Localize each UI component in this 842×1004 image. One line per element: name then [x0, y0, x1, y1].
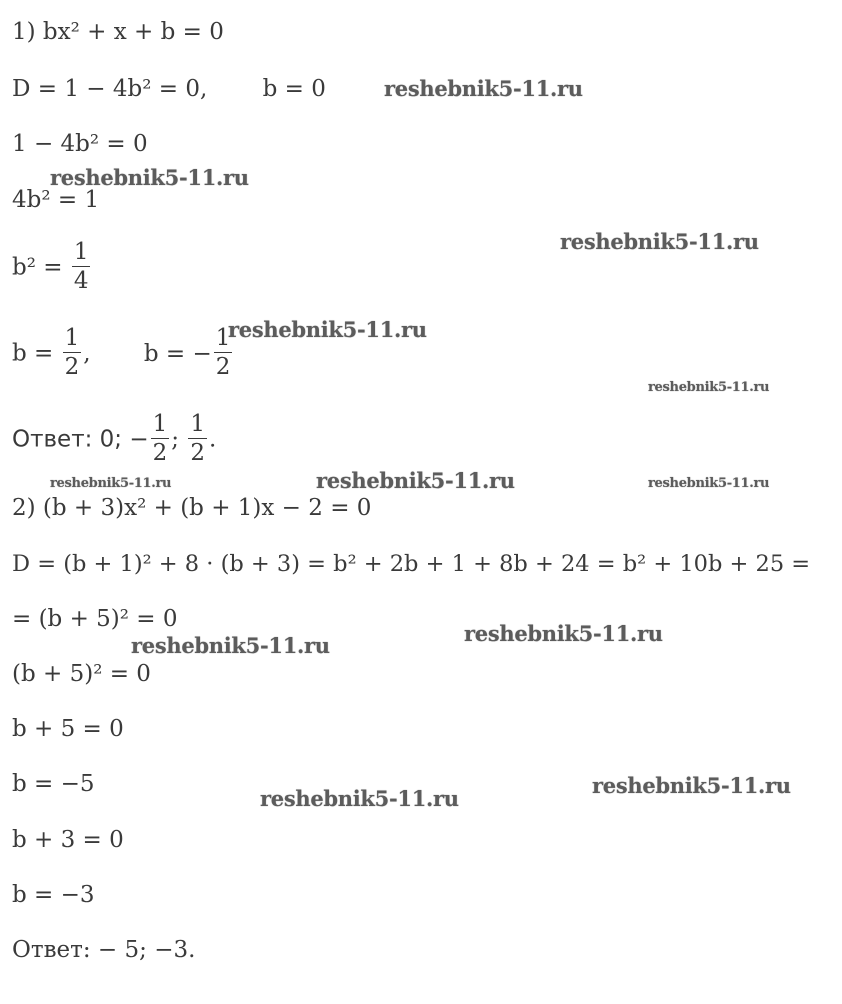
line-equation-2: 4b² = 1 [12, 187, 100, 213]
line-discriminant-2-cont: = (b + 5)² = 0 [12, 606, 178, 632]
fraction-numerator: 1 [215, 325, 231, 351]
fraction-numerator: 1 [190, 411, 205, 437]
fraction-denominator: 4 [73, 268, 89, 294]
line-square-eq: (b + 5)² = 0 [12, 661, 151, 687]
watermark: reshebnik5-11.ru [560, 229, 759, 254]
answer-1-fraction-a [151, 410, 170, 467]
answer-1-separator: ; [171, 426, 180, 453]
line-linear-eq-1: b + 5 = 0 [12, 716, 124, 742]
watermark: reshebnik5-11.ru [50, 476, 172, 491]
watermark: reshebnik5-11.ru [131, 633, 330, 658]
watermark: reshebnik5-11.ru [50, 165, 249, 190]
b-values-lhs: b = [12, 340, 54, 367]
line-linear-eq-2: b + 3 = 0 [12, 827, 124, 853]
line-root-2: b = −3 [12, 882, 95, 908]
watermark: reshebnik5-11.ru [464, 621, 663, 646]
line-discriminant-1 [12, 75, 326, 103]
b-values-rhs: b = − [143, 340, 212, 367]
watermark: reshebnik5-11.ru [648, 380, 770, 395]
watermark: reshebnik5-11.ru [384, 76, 583, 101]
fraction-numerator: 1 [73, 239, 89, 265]
fraction-denominator: 2 [190, 440, 205, 466]
line-answer-2: Ответ: − 5; −3. [12, 937, 196, 963]
line-discriminant-2: D = (b + 1)² + 8 · (b + 3) = b² + 2b + 1 + 8b + 24 = b² + 10b + 25 = [12, 551, 811, 577]
line-answer-1 [12, 412, 216, 469]
fraction-numerator: 1 [152, 411, 168, 437]
answer-1-end: . [208, 426, 217, 453]
fraction-one-half [63, 324, 82, 381]
watermark: reshebnik5-11.ru [648, 476, 770, 491]
fraction-denominator: 2 [64, 354, 80, 380]
discriminant-1-b-zero: b = 0 [262, 76, 326, 102]
watermark: reshebnik5-11.ru [228, 317, 427, 342]
watermark: reshebnik5-11.ru [260, 786, 459, 811]
watermark: reshebnik5-11.ru [592, 773, 791, 798]
fraction-numerator: 1 [64, 325, 80, 351]
line-b-squared [12, 240, 92, 297]
b-values-separator: , [83, 340, 91, 367]
watermark: reshebnik5-11.ru [316, 468, 515, 493]
line-root-1: b = −5 [12, 771, 95, 797]
answer-1-label: Ответ: 0; − [12, 426, 149, 453]
fraction-denominator: 2 [152, 440, 168, 466]
b-squared-lhs: b² = [12, 254, 63, 281]
line-equation-1: 1 − 4b² = 0 [12, 131, 148, 157]
answer-1-fraction-b [188, 410, 207, 467]
fraction-one-quarter [72, 238, 91, 295]
line-problem-2: 2) (b + 3)x² + (b + 1)x − 2 = 0 [12, 495, 372, 521]
line-b-values [12, 326, 234, 383]
fraction-denominator: 2 [215, 354, 231, 380]
discriminant-1-expr: D = 1 − 4b² = 0, [12, 76, 208, 102]
line-problem-1: 1) bx² + x + b = 0 [12, 19, 224, 45]
